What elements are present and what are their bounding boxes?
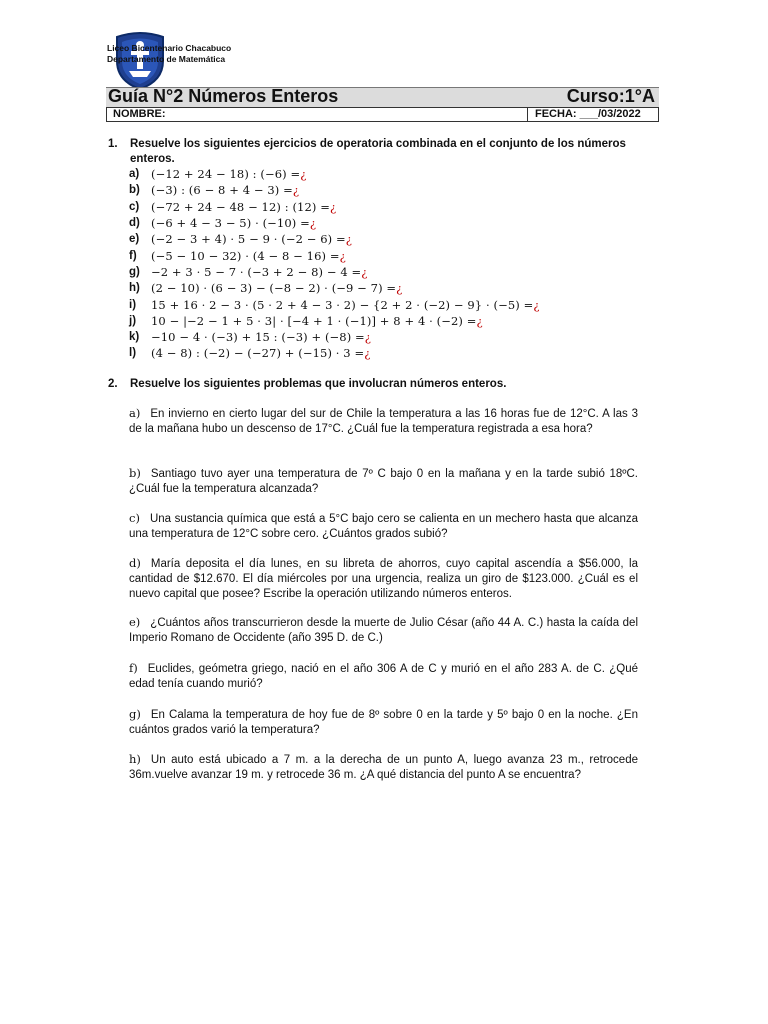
student-info-bar bbox=[106, 107, 659, 122]
exercise-row bbox=[129, 166, 539, 182]
exercise-label: f) bbox=[129, 249, 137, 262]
problem-label: h) bbox=[129, 752, 141, 766]
exercise-expression: −10 − 4 · (−3) + 15 : (−3) + (−8) = bbox=[151, 330, 365, 345]
exercise-expression: (−6 + 4 − 3 − 5) · (−10) = bbox=[151, 216, 310, 231]
exercise-answer-mark: ¿ bbox=[364, 346, 371, 361]
exercise-answer-mark: ¿ bbox=[345, 232, 352, 247]
exercise-answer-mark: ¿ bbox=[364, 330, 371, 345]
problem-item bbox=[129, 661, 638, 692]
exercise-answer-mark: ¿ bbox=[329, 199, 337, 214]
exercise-label: i) bbox=[129, 298, 137, 311]
problem-label: a) bbox=[129, 406, 141, 420]
exercise-answer-mark: ¿ bbox=[361, 264, 368, 279]
exercise-label: k) bbox=[129, 331, 140, 344]
exercise-row bbox=[129, 280, 539, 296]
exercise-answer-mark: ¿ bbox=[309, 216, 316, 231]
exercise-expression: (−12 + 24 − 18) : (−6) = bbox=[151, 167, 301, 182]
problem-item bbox=[129, 556, 638, 602]
exercise-label: a) bbox=[129, 168, 140, 181]
exercise-row bbox=[129, 264, 539, 280]
exercise-row bbox=[129, 199, 539, 215]
exercise-expression: (−72 + 24 − 48 − 12) : (12) = bbox=[151, 199, 330, 214]
exercise-row bbox=[129, 329, 539, 345]
exercise-row bbox=[129, 313, 539, 329]
exercise-label: j) bbox=[129, 314, 137, 327]
exercise-answer-mark: ¿ bbox=[476, 313, 483, 328]
exercise-expression: (4 − 8) : (−2) − (−27) + (−15) · 3 = bbox=[151, 346, 365, 361]
school-name bbox=[107, 43, 231, 65]
problem-text: Un auto está ubicado a 7 m. a la derecha de un punto A, luego avanza 23 m., retrocede 36m.vuelve avanzar 19 m. y retrocede 36 m. ¿A qué distancia del punto A se encuentra? bbox=[129, 754, 638, 781]
exercise-label: c) bbox=[129, 200, 140, 213]
problem-text: Una sustancia química que está a 5°C bajo cero se calienta en un mechero hasta que alcanza una temperatura de 12°C sobre cero. ¿Cuántos grados subió? bbox=[129, 513, 638, 540]
problem-item bbox=[129, 615, 638, 646]
problem-text: En Calama la temperatura de hoy fue de 8º sobre 0 en la tarde y 5º bajo 0 en la noche. ¿En cuántos grados varió la temperatura? bbox=[129, 709, 638, 736]
exercise-expression: (−2 − 3 + 4) · 5 − 9 · (−2 − 6) = bbox=[151, 232, 346, 247]
problem-text: En invierno en cierto lugar del sur de Chile la temperatura a las 16 horas fue de 12°C. A las 3 de la mañana hubo un descenso de 17°C. ¿Cuál fue la temperatura registrada a esa hora? bbox=[129, 408, 638, 435]
exercise-answer-mark: ¿ bbox=[339, 248, 346, 263]
section-2-instruction: Resuelve los siguientes problemas que involucran números enteros. bbox=[130, 378, 507, 390]
school-line-1: Liceo Bicentenario Chacabuco bbox=[107, 43, 232, 53]
problem-text: ¿Cuántos años transcurrieron desde la muerte de Julio César (año 44 A. C.) hasta la caída del Imperio Romano de Occidente (año 395 D. de C.) bbox=[129, 617, 638, 644]
exercise-label: g) bbox=[129, 265, 140, 278]
exercise-row bbox=[129, 231, 539, 247]
name-date-divider bbox=[527, 108, 528, 121]
problem-label: d) bbox=[129, 556, 141, 570]
exercise-answer-mark: ¿ bbox=[533, 297, 540, 312]
exercise-expression: (−5 − 10 − 32) · (4 − 8 − 16) = bbox=[151, 248, 340, 263]
exercise-row bbox=[129, 215, 539, 231]
problem-item bbox=[129, 707, 638, 738]
problem-label: f) bbox=[129, 661, 138, 675]
problem-text: María deposita el día lunes, en su libreta de ahorros, cuyo capital ascendía a $56.000, la cantidad de $12.670. El día miércoles por una urgencia, realiza un giro de $123.000. ¿Cuál es el nuevo capital que posee? Escribe la operación utilizando números enteros. bbox=[129, 558, 638, 600]
problem-label: c) bbox=[129, 511, 140, 525]
guide-title: Guía N°2 Números Enteros bbox=[108, 86, 339, 106]
section-1-instruction: Resuelve los siguientes ejercicios de operatoria combinada en el conjunto de los números enteros. bbox=[130, 138, 626, 165]
problem-text: Santiago tuvo ayer una temperatura de 7º C bajo 0 en la mañana y en la tarde subió 18ºC. ¿Cuál fue la temperatura alcanzada? bbox=[129, 468, 638, 495]
problem-item bbox=[129, 752, 638, 783]
exercise-expression: −2 + 3 · 5 − 7 · (−3 + 2 − 8) − 4 = bbox=[151, 264, 362, 279]
exercise-answer-mark: ¿ bbox=[292, 183, 300, 198]
exercise-label: e) bbox=[129, 233, 140, 246]
exercise-label: h) bbox=[129, 282, 140, 295]
problem-item bbox=[129, 511, 638, 542]
section-2-number: 2. bbox=[108, 378, 118, 390]
exercise-answer-mark: ¿ bbox=[300, 167, 307, 182]
exercise-expression: 10 − |−2 − 1 + 5 · 3| · [−4 + 1 · (−1)] + 8 + 4 · (−2) = bbox=[151, 313, 477, 328]
problem-text: Euclides, geómetra griego, nació en el año 306 A de C y murió en el año 283 A. de C. ¿Qué edad tenía cuando murió? bbox=[129, 663, 638, 690]
exercise-row bbox=[129, 247, 539, 263]
exercise-row bbox=[129, 345, 539, 361]
section-1-number: 1. bbox=[108, 138, 118, 150]
problem-item bbox=[129, 466, 638, 497]
exercise-answer-mark: ¿ bbox=[396, 281, 403, 296]
title-bar bbox=[106, 87, 659, 108]
problem-label: e) bbox=[129, 615, 141, 629]
exercise-expression: 15 + 16 · 2 − 3 · (5 · 2 + 4 − 3 · 2) − {2 + 2 · (−2) − 9} · (−5) = bbox=[151, 297, 534, 312]
school-line-2: Departamento de Matemática bbox=[107, 54, 226, 64]
section-1-heading bbox=[108, 137, 626, 165]
exercise-expression: (2 − 10) · (6 − 3) − (−8 − 2) · (−9 − 7) = bbox=[151, 281, 397, 296]
problem-label: b) bbox=[129, 466, 141, 480]
date-field-label: FECHA: ___/03/2022 bbox=[535, 108, 641, 120]
section-2-heading bbox=[108, 377, 507, 392]
course-label: Curso:1°A bbox=[566, 86, 655, 106]
name-field-label: NOMBRE: bbox=[113, 108, 166, 120]
exercise-row bbox=[129, 182, 539, 198]
exercise-list bbox=[129, 166, 539, 362]
exercise-label: d) bbox=[129, 217, 140, 230]
exercise-label: b) bbox=[129, 184, 140, 197]
exercise-label: l) bbox=[129, 347, 137, 360]
exercise-row bbox=[129, 296, 539, 312]
problem-item bbox=[129, 406, 638, 437]
exercise-expression: (−3) : (6 − 8 + 4 − 3) = bbox=[151, 183, 293, 198]
problem-label: g) bbox=[129, 707, 141, 721]
